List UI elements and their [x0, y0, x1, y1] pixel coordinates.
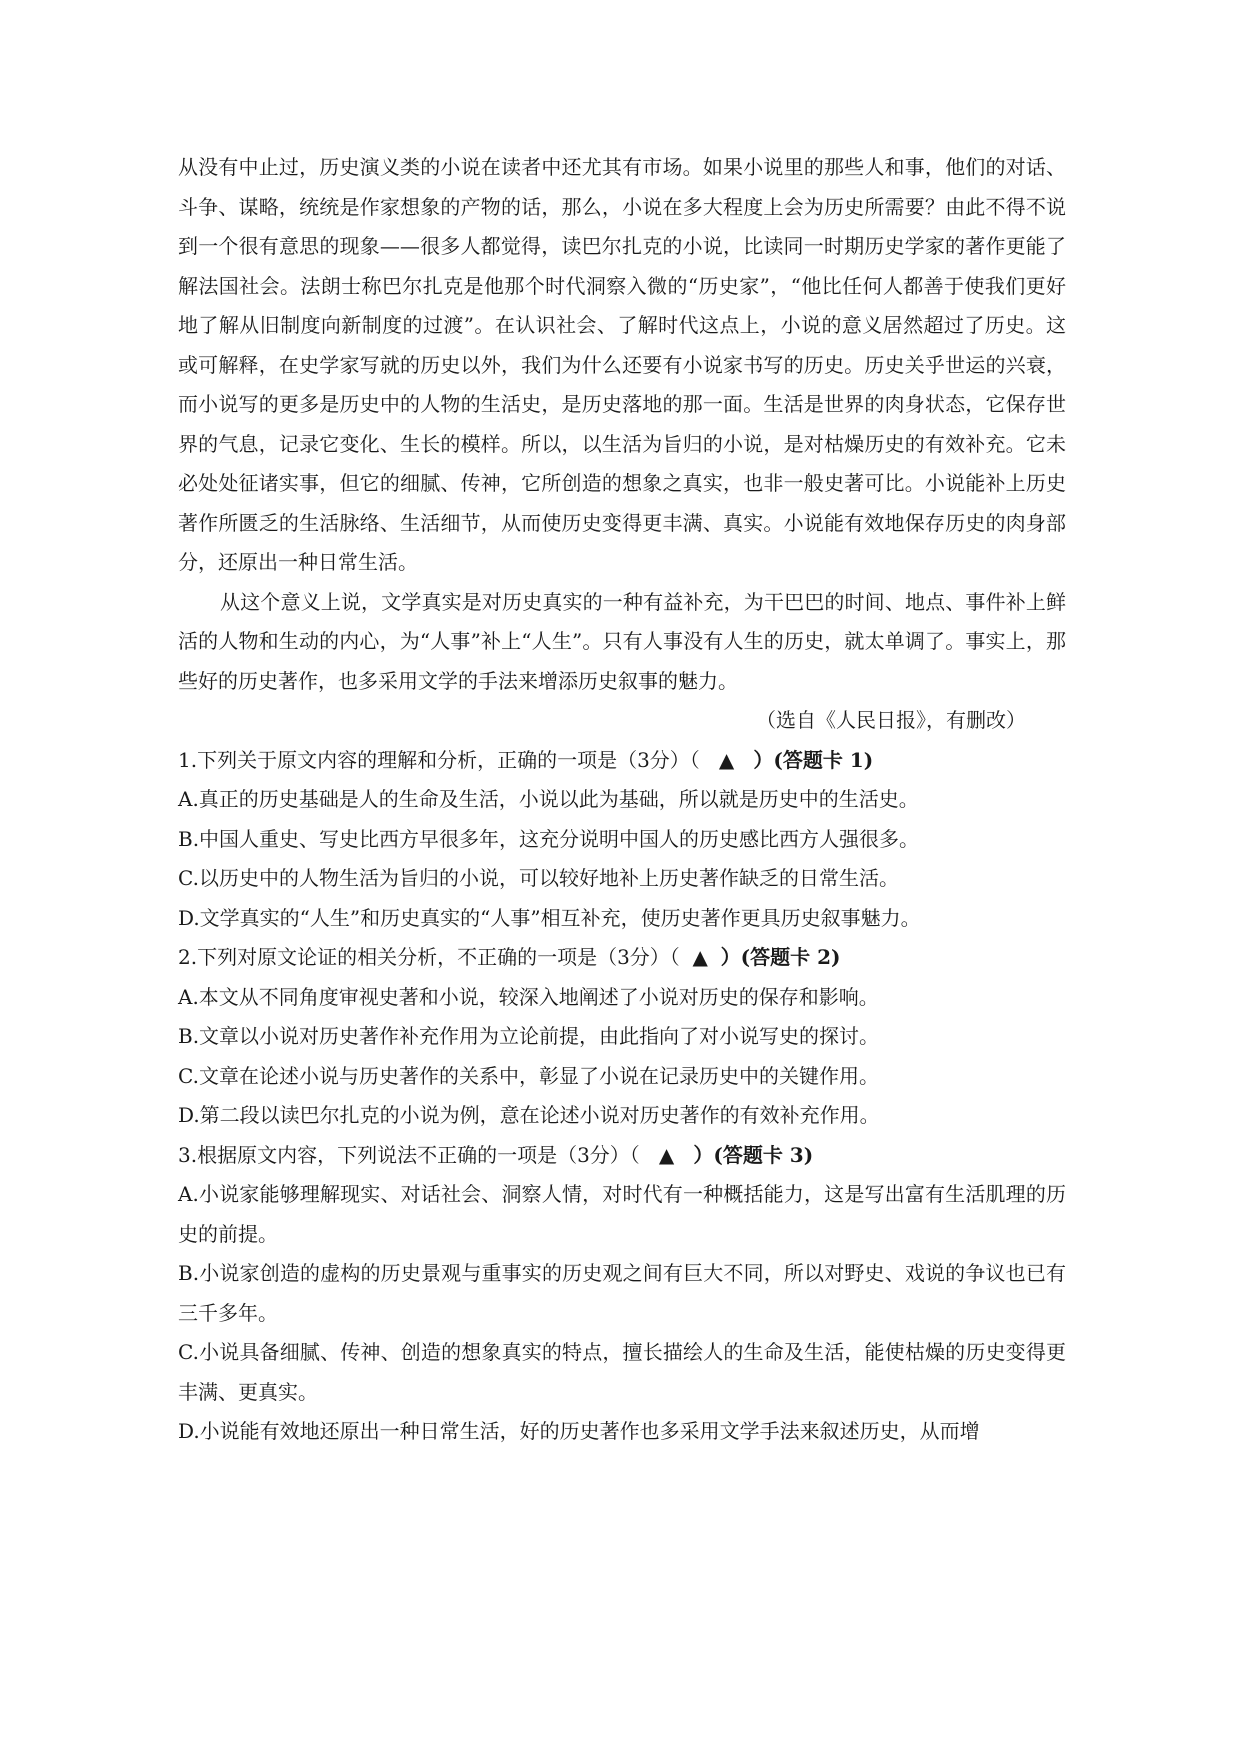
- question-3-option-b: B.小说家创造的虚构的历史景观与重事实的历史观之间有巨大不同，所以对野史、戏说的争议也已有三千多年。: [178, 1261, 1066, 1325]
- question-2: [178, 938, 1066, 1136]
- exam-page: [178, 148, 1066, 1452]
- question-1: [178, 741, 1066, 939]
- question-1-option-d: D.文学真实的“人生”和历史真实的“人事”相互补充，使历史著作更具历史叙事魅力。: [178, 905, 921, 930]
- question-1-stem: [178, 741, 1066, 781]
- answer-card-label-1: ）(答题卡 1): [753, 747, 874, 772]
- answer-marker-2: ▲: [692, 945, 708, 969]
- question-2-option-d: D.第二段以读巴尔扎克的小说为例，意在论述小说对历史著作的有效补充作用。: [178, 1103, 880, 1127]
- question-3-option-c: C.小说具备细腻、传神、创造的想象真实的特点，擅长描绘人的生命及生活，能使枯燥的历史变得更丰满、更真实。: [178, 1340, 1066, 1404]
- question-1-text: 1.下列关于原文内容的理解和分析，正确的一项是（3分）（: [178, 747, 700, 772]
- question-2-stem: [178, 938, 1066, 978]
- question-3: [178, 1136, 1066, 1452]
- question-3-option-d: D.小说能有效地还原出一种日常生活，好的历史著作也多采用文学手法来叙述历史，从而增: [178, 1419, 980, 1443]
- answer-marker-3: ▲: [658, 1142, 675, 1167]
- question-1-option-a: A.真正的历史基础是人的生命及生活，小说以此为基础，所以就是历史中的生活史。: [178, 787, 919, 811]
- answer-card-label-3: ）(答题卡 3): [693, 1142, 814, 1167]
- question-1-option-b: B.中国人重史、写史比西方早很多年，这充分说明中国人的历史感比西方人强很多。: [178, 826, 920, 851]
- question-3-stem: [178, 1136, 1066, 1176]
- answer-card-label-2: ）(答题卡 2): [720, 945, 841, 969]
- question-2-option-a: A.本文从不同角度审视史著和小说，较深入地阐述了小说对历史的保存和影响。: [178, 984, 879, 1009]
- passage-paragraph-2: 从这个意义上说，文学真实是对历史真实的一种有益补充，为干巴巴的时间、地点、事件补上鲜活的人物和生动的内心，为“人事”补上“人生”。只有人事没有人生的历史，就太单调了。事实上，那些好的历史著作，也多采用文学的手法来增添历史叙事的魅力。: [178, 589, 1066, 693]
- question-3-text: 3.根据原文内容，下列说法不正确的一项是（3分）（: [178, 1142, 640, 1167]
- question-2-option-c: C.文章在论述小说与历史著作的关系中，彰显了小说在记录历史中的关键作用。: [178, 1063, 879, 1088]
- question-3-option-a: A.小说家能够理解现实、对话社会、洞察人情，对时代有一种概括能力，这是写出富有生活肌理的历史的前提。: [178, 1182, 1066, 1246]
- passage-paragraph-1: 从没有中止过，历史演义类的小说在读者中还尤其有市场。如果小说里的那些人和事，他们的对话、斗争、谋略，统统是作家想象的产物的话，那么，小说在多大程度上会为历史所需要？由此不得不说到一个很有意思的现象——很多人都觉得，读巴尔扎克的小说，比读同一时期历史学家的著作更能了解法国社会。法朗士称巴尔扎克是他那个时代洞察入微的“历史家”，“他比任何人都善于使我们更好地了解从旧制度向新制度的过渡”。在认识社会、了解时代这点上，小说的意义居然超过了历史。这或可解释，在史学家写就的历史以外，我们为什么还要有小说家书写的历史。历史关乎世运的兴衰，而小说写的更多是历史中的人物的生活史，是历史落地的那一面。生活是世界的肉身状态，它保存世界的气息，记录它变化、生长的模样。所以，以生活为旨归的小说，是对枯燥历史的有效补充。它未必处处征诸实事，但它的细腻、传神，它所创造的想象之真实，也非一般史著可比。小说能补上历史著作所匮乏的生活脉络、生活细节，从而使历史变得更丰满、真实。小说能有效地保存历史的肉身部分，还原出一种日常生活。: [178, 155, 1066, 574]
- question-2-text: 2.下列对原文论证的相关分析，不正确的一项是（3分）（: [178, 945, 680, 969]
- question-2-option-b: B.文章以小说对历史著作补充作用为立论前提，由此指向了对小说写史的探讨。: [178, 1024, 880, 1048]
- passage-source: （选自《人民日报》，有删改）: [756, 708, 1026, 732]
- question-1-option-c: C.以历史中的人物生活为旨归的小说，可以较好地补上历史著作缺乏的日常生活。: [178, 866, 899, 890]
- answer-marker-1: ▲: [718, 747, 735, 772]
